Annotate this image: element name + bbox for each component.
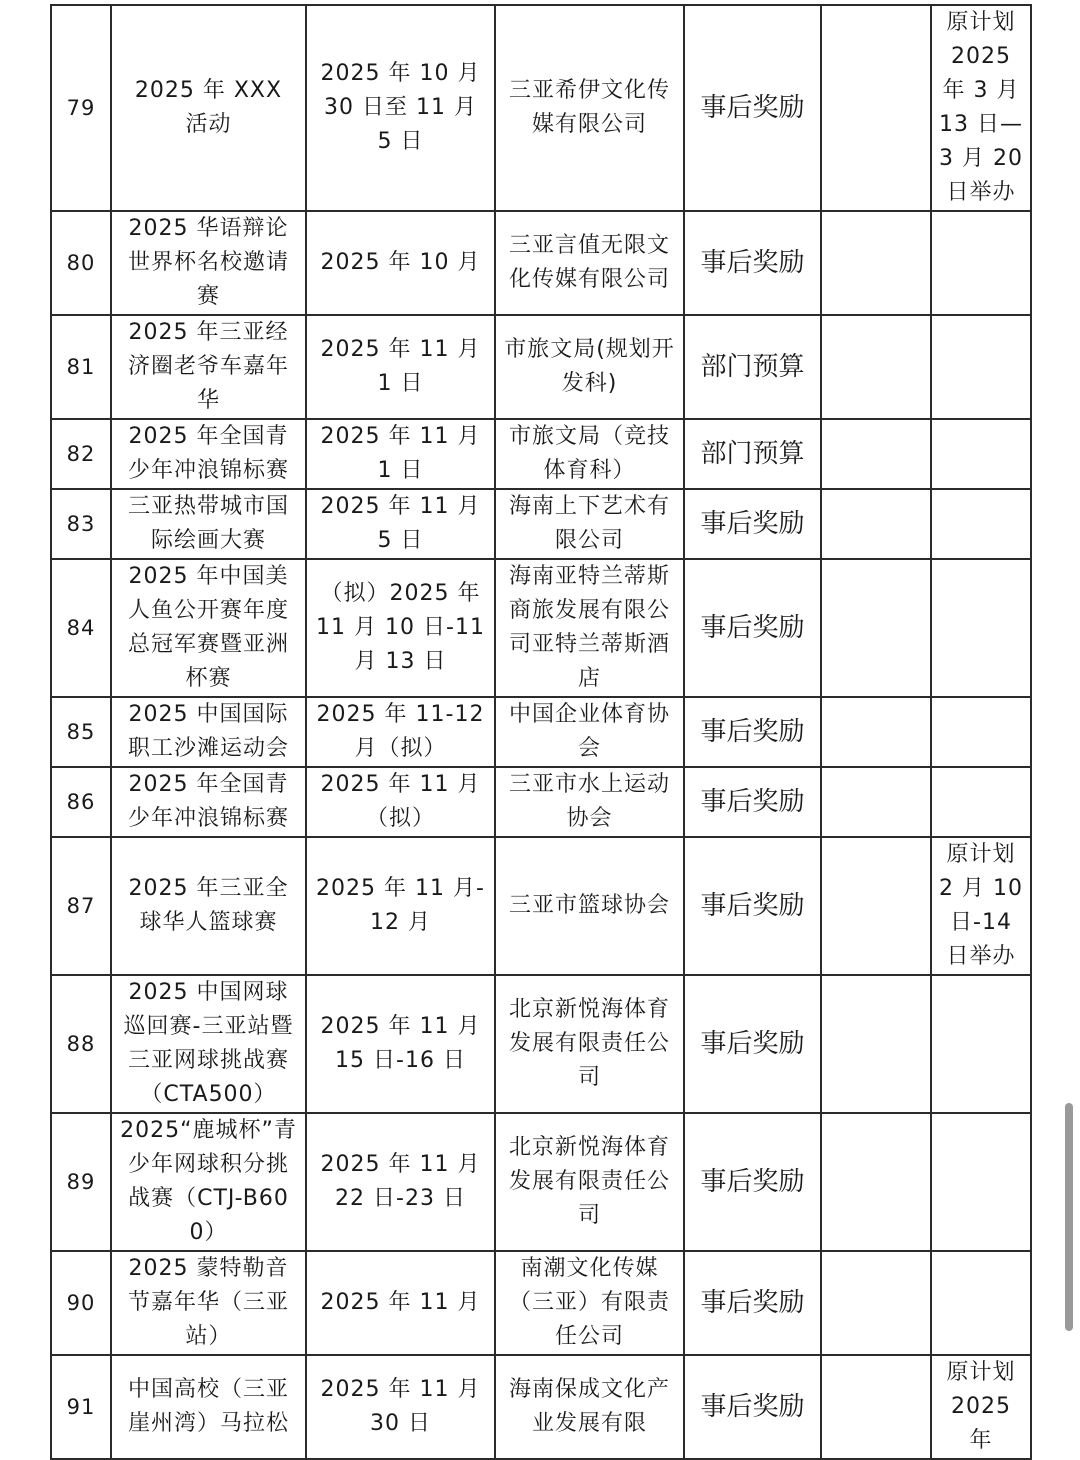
event-name: 2025 年全国青少年冲浪锦标赛 [111, 767, 306, 837]
event-name: 中国高校（三亚崖州湾）马拉松 [111, 1355, 306, 1459]
row-number: 85 [51, 697, 111, 767]
organizer: 三亚市水上运动协会 [495, 767, 684, 837]
row-number: 83 [51, 489, 111, 559]
organizer: 海南保成文化产业发展有限 [495, 1355, 684, 1459]
funding-type: 事后奖励 [684, 1355, 821, 1459]
event-name: 2025 年 XXX 活动 [111, 5, 306, 211]
event-time: 2025 年 11 月 22 日-23 日 [306, 1113, 495, 1251]
event-time: 2025 年 10 月 [306, 211, 495, 315]
table-row [51, 1355, 1031, 1459]
organizer: 北京新悦海体育发展有限责任公司 [495, 1113, 684, 1251]
table-row [51, 5, 1031, 211]
empty-cell [821, 559, 931, 697]
organizer: 南潮文化传媒（三亚）有限责任公司 [495, 1251, 684, 1355]
event-name: 三亚热带城市国际绘画大赛 [111, 489, 306, 559]
organizer: 海南亚特兰蒂斯商旅发展有限公司亚特兰蒂斯酒店 [495, 559, 684, 697]
empty-cell [821, 1251, 931, 1355]
event-time: 2025 年 11 月 5 日 [306, 489, 495, 559]
event-time: 2025 年 11 月-12 月 [306, 837, 495, 975]
remark [931, 211, 1031, 315]
empty-cell [821, 315, 931, 419]
organizer: 中国企业体育协会 [495, 697, 684, 767]
event-name: 2025 年全国青少年冲浪锦标赛 [111, 419, 306, 489]
event-name: 2025 中国网球巡回赛-三亚站暨三亚网球挑战赛（CTA500） [111, 975, 306, 1113]
row-number: 82 [51, 419, 111, 489]
funding-type: 事后奖励 [684, 211, 821, 315]
empty-cell [821, 419, 931, 489]
organizer: 三亚市篮球协会 [495, 837, 684, 975]
funding-type: 事后奖励 [684, 489, 821, 559]
event-name: 2025“鹿城杯”青少年网球积分挑战赛（CTJ-B600） [111, 1113, 306, 1251]
event-name: 2025 年中国美人鱼公开赛年度总冠军赛暨亚洲杯赛 [111, 559, 306, 697]
table-row [51, 419, 1031, 489]
remark: 原计划 2 月 10 日-14 日举办 [931, 837, 1031, 975]
row-number: 89 [51, 1113, 111, 1251]
remark [931, 559, 1031, 697]
empty-cell [821, 5, 931, 211]
table-row [51, 975, 1031, 1113]
funding-type: 事后奖励 [684, 559, 821, 697]
remark [931, 419, 1031, 489]
organizer: 海南上下艺术有限公司 [495, 489, 684, 559]
empty-cell [821, 489, 931, 559]
event-name: 2025 年三亚全球华人篮球赛 [111, 837, 306, 975]
row-number: 84 [51, 559, 111, 697]
remark [931, 489, 1031, 559]
empty-cell [821, 1113, 931, 1251]
organizer: 北京新悦海体育发展有限责任公司 [495, 975, 684, 1113]
remark: 原计划 2025 年 3 月 13 日—3 月 20 日举办 [931, 5, 1031, 211]
remark: 原计划 2025 年 [931, 1355, 1031, 1459]
funding-type: 事后奖励 [684, 975, 821, 1113]
remark [931, 315, 1031, 419]
organizer: 三亚言值无限文化传媒有限公司 [495, 211, 684, 315]
event-name: 2025 中国国际职工沙滩运动会 [111, 697, 306, 767]
empty-cell [821, 837, 931, 975]
event-name: 2025 蒙特勒音节嘉年华（三亚站） [111, 1251, 306, 1355]
remark [931, 767, 1031, 837]
event-time: 2025 年 11 月 30 日 [306, 1355, 495, 1459]
organizer: 市旅文局（竞技体育科） [495, 419, 684, 489]
event-table [50, 4, 1032, 1460]
empty-cell [821, 1355, 931, 1459]
event-name: 2025 华语辩论世界杯名校邀请赛 [111, 211, 306, 315]
event-time: 2025 年 11 月 1 日 [306, 315, 495, 419]
organizer: 市旅文局(规划开发科) [495, 315, 684, 419]
event-time: 2025 年 11 月 [306, 1251, 495, 1355]
row-number: 91 [51, 1355, 111, 1459]
row-number: 79 [51, 5, 111, 211]
funding-type: 事后奖励 [684, 767, 821, 837]
event-time: （拟）2025 年 11 月 10 日-11 月 13 日 [306, 559, 495, 697]
table-row [51, 697, 1031, 767]
remark [931, 1251, 1031, 1355]
funding-type: 部门预算 [684, 419, 821, 489]
remark [931, 1113, 1031, 1251]
organizer: 三亚希伊文化传媒有限公司 [495, 5, 684, 211]
table-row [51, 1251, 1031, 1355]
vertical-scrollbar[interactable] [1065, 1103, 1073, 1331]
row-number: 87 [51, 837, 111, 975]
event-time: 2025 年 10 月 30 日至 11 月 5 日 [306, 5, 495, 211]
row-number: 86 [51, 767, 111, 837]
row-number: 90 [51, 1251, 111, 1355]
funding-type: 事后奖励 [684, 697, 821, 767]
remark [931, 975, 1031, 1113]
row-number: 80 [51, 211, 111, 315]
table-row [51, 211, 1031, 315]
empty-cell [821, 767, 931, 837]
funding-type: 事后奖励 [684, 837, 821, 975]
table-row [51, 837, 1031, 975]
table-row [51, 315, 1031, 419]
funding-type: 事后奖励 [684, 5, 821, 211]
empty-cell [821, 697, 931, 767]
row-number: 88 [51, 975, 111, 1113]
event-name: 2025 年三亚经济圈老爷车嘉年华 [111, 315, 306, 419]
table-row [51, 1113, 1031, 1251]
funding-type: 事后奖励 [684, 1113, 821, 1251]
funding-type: 部门预算 [684, 315, 821, 419]
row-number: 81 [51, 315, 111, 419]
event-table-body [51, 5, 1031, 1459]
event-time: 2025 年 11 月 15 日-16 日 [306, 975, 495, 1113]
empty-cell [821, 211, 931, 315]
table-row [51, 489, 1031, 559]
event-time: 2025 年 11-12 月（拟） [306, 697, 495, 767]
event-time: 2025 年 11 月（拟） [306, 767, 495, 837]
table-row [51, 767, 1031, 837]
funding-type: 事后奖励 [684, 1251, 821, 1355]
event-time: 2025 年 11 月 1 日 [306, 419, 495, 489]
remark [931, 697, 1031, 767]
empty-cell [821, 975, 931, 1113]
table-row [51, 559, 1031, 697]
